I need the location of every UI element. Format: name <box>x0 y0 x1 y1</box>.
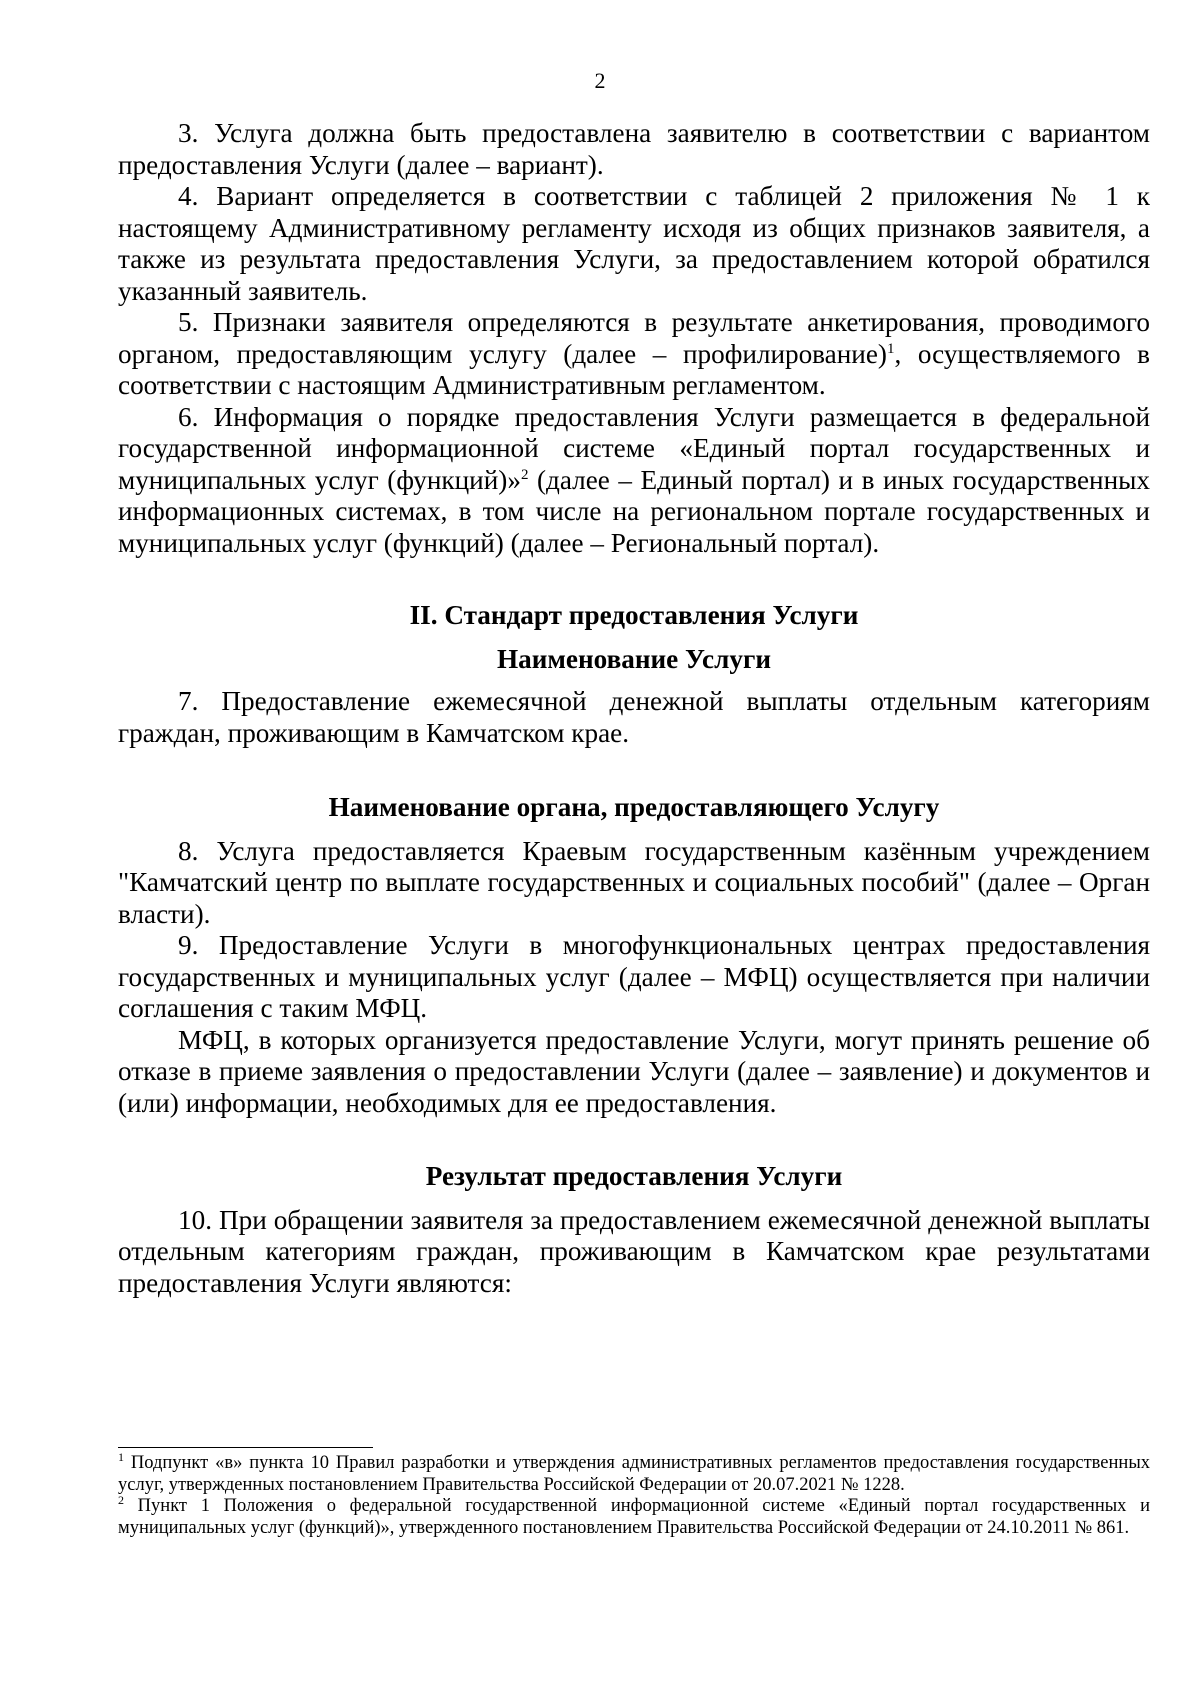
footnote-ref-2[interactable]: 2 <box>520 466 529 483</box>
page-number: 2 <box>594 68 606 93</box>
paragraph-6-tail: (далее – Единый портал) и в иных государственных информационных системах, в том числе на региональном портале государственных и муниципальных услуг (функций) (далее – Региональный портал). <box>118 464 1150 558</box>
paragraph-4: 4. Вариант определяется в соответствии с таблицей 2 приложения № 1 к настоящему Административному регламенту исходя из общих признаков заявителя, а также из результата предоставления Услуги, за предоставлением которой обратился указанный заявитель. <box>118 181 1150 306</box>
paragraph-6 <box>118 402 1150 560</box>
subheading-service-name: Наименование Услуги <box>497 643 771 674</box>
footnote-2 <box>118 1492 1150 1539</box>
document-body <box>118 118 1150 1299</box>
subheading-result: Результат предоставления Услуги <box>425 1161 843 1191</box>
footnote-divider <box>118 1447 373 1448</box>
section-heading: II. Стандарт предоставления Услуги <box>409 600 859 630</box>
footnote-1-text: Подпункт «в» пункта 10 Правил разработки и утверждения административных регламентов предоставления государственных услуг, утвержденных постановлением Правительства Российской Федерации от 20.07.2021 № 1228. <box>118 1453 1150 1495</box>
paragraph-5 <box>118 307 1150 402</box>
paragraph-7: 7. Предоставление ежемесячной денежной выплаты отдельным категориям граждан, проживающим в Камчатском крае. <box>118 686 1150 748</box>
footnote-1 <box>118 1449 1150 1496</box>
paragraph-3: 3. Услуга должна быть предоставлена заявителю в соответствии с вариантом предоставления Услуги (далее – вариант). <box>118 118 1150 180</box>
paragraph-9: 9. Предоставление Услуги в многофункциональных центрах предоставления государственных и муниципальных услуг (далее – МФЦ) осуществляется при наличии соглашения с таким МФЦ. <box>118 930 1150 1023</box>
paragraph-6-text: 6. Информация о порядке предоставления Услуги размещается в федеральной государственной информационной системе «Единый портал государственных и муниципальных услуг (функций)» <box>118 401 1150 495</box>
footnote-2-mark: 2 <box>118 1492 124 1507</box>
paragraph-5-text: 5. Признаки заявителя определяются в результате анкетирования, проводимого органом, предоставляющим услугу (далее – профилирование) <box>118 307 1150 369</box>
subheading-organ-name: Наименование органа, предоставляющего Услугу <box>328 792 940 822</box>
footnote-ref-1[interactable]: 1 <box>886 340 895 357</box>
paragraph-9-mfc: МФЦ, в которых организуется предоставление Услуги, могут принять решение об отказе в приеме заявления о предоставлении Услуги (далее – заявление) и документов и (или) информации, необходимых для ее предоставления. <box>118 1024 1150 1118</box>
footnote-2-text: Пункт 1 Положения о федеральной государственной информационной системе «Единый портал государственных и муниципальных услуг (функций)», утвержденного постановлением Правительства Российской Федерации от 24.10.2011 № 861. <box>118 1496 1150 1538</box>
footnote-1-mark: 1 <box>118 1449 124 1464</box>
paragraph-8: 8. Услуга предоставляется Краевым государственным казённым учреждением "Камчатский центр по выплате государственных и социальных пособий" (далее – Орган власти). <box>118 835 1150 929</box>
footnotes <box>118 1447 1150 1539</box>
paragraph-5-tail: , осуществляемого в соответствии с настоящим Административным регламентом. <box>118 338 1150 400</box>
paragraph-10: 10. При обращении заявителя за предоставлением ежемесячной денежной выплаты отдельным категориям граждан, проживающим в Камчатском крае результатами предоставления Услуги являются: <box>118 1204 1150 1298</box>
